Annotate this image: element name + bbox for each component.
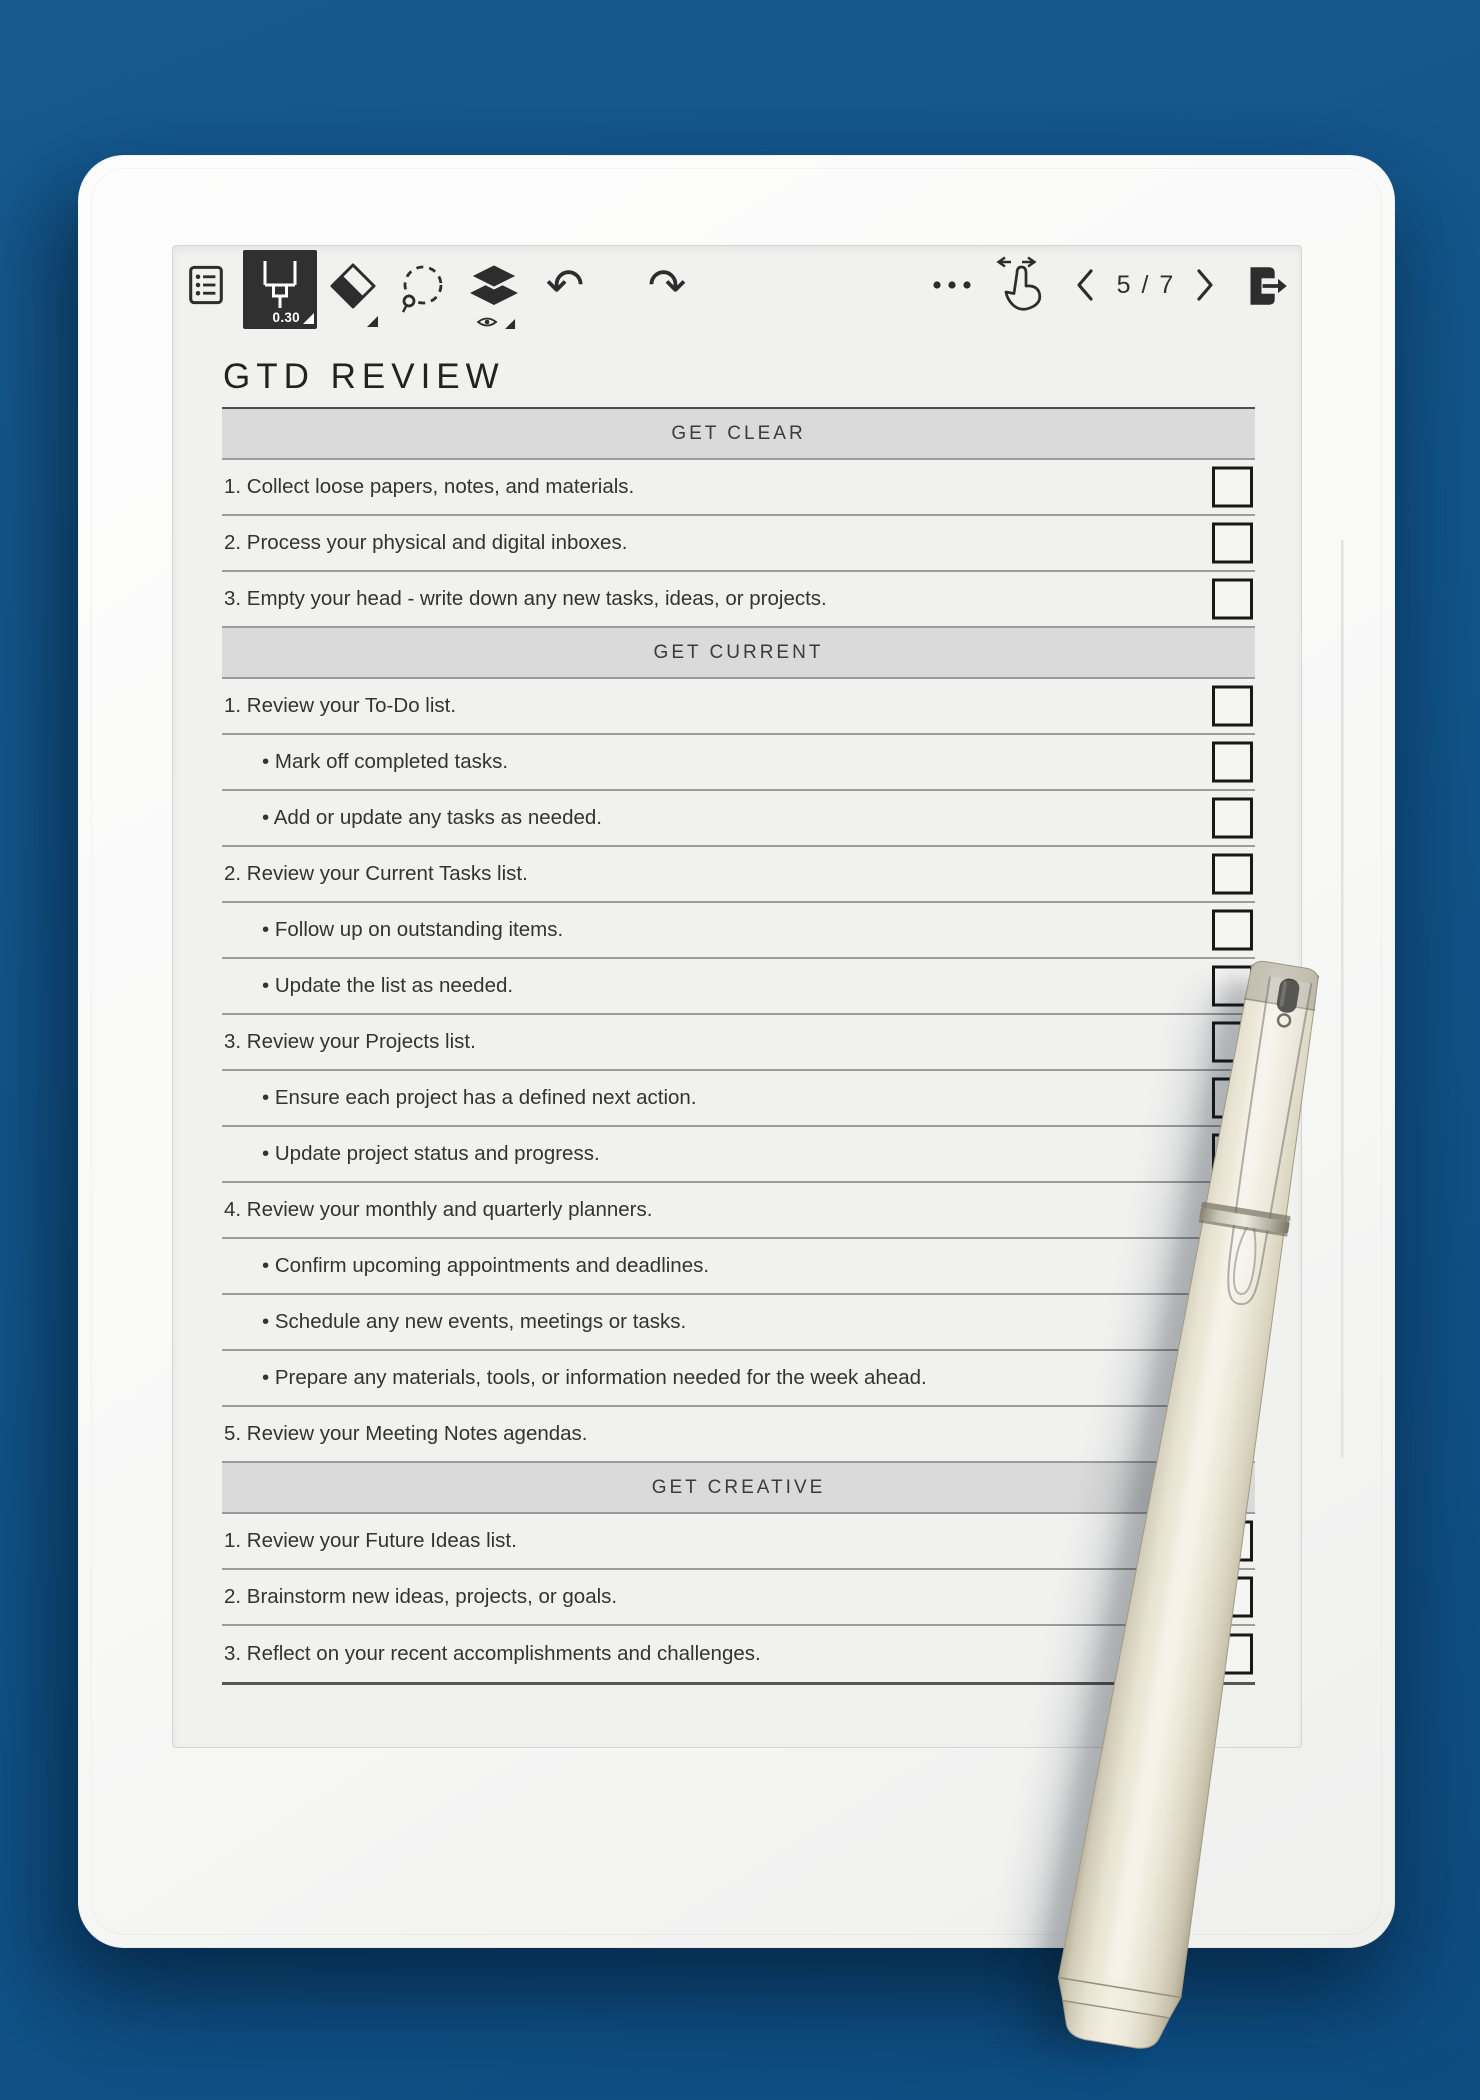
checklist-row bbox=[222, 1626, 1255, 1682]
checkbox[interactable] bbox=[1212, 1246, 1253, 1287]
checkbox[interactable] bbox=[1212, 742, 1253, 783]
layers-icon bbox=[466, 259, 522, 309]
checkbox[interactable] bbox=[1212, 1358, 1253, 1399]
checklist-item-label: 2. Brainstorm new ideas, projects, or goals. bbox=[224, 1585, 618, 1608]
section-header bbox=[222, 407, 1255, 460]
exit-notebook-button[interactable] bbox=[1240, 258, 1294, 314]
checklist-item-label: 4. Review your monthly and quarterly planners. bbox=[224, 1198, 653, 1221]
tablet-screen bbox=[172, 245, 1302, 1748]
checklist-table bbox=[222, 407, 1255, 1685]
section-header-label: GET CLEAR bbox=[671, 422, 806, 444]
lasso-select-icon bbox=[396, 261, 448, 313]
pen-options-triangle-icon bbox=[303, 313, 314, 324]
checklist-row bbox=[222, 572, 1255, 628]
checklist-row bbox=[222, 1407, 1255, 1463]
checklist-row bbox=[222, 791, 1255, 847]
eraser-icon bbox=[328, 261, 378, 311]
checklist-row bbox=[222, 460, 1255, 516]
checklist-item-label: • Ensure each project has a defined next action. bbox=[262, 1086, 697, 1109]
chevron-left-icon bbox=[1073, 265, 1097, 305]
checkbox[interactable] bbox=[1212, 910, 1253, 951]
checklist-row bbox=[222, 1071, 1255, 1127]
layers-options-triangle-icon bbox=[505, 319, 515, 329]
checkbox[interactable] bbox=[1212, 1022, 1253, 1063]
table-of-contents-icon bbox=[188, 265, 224, 305]
table-of-contents-button[interactable] bbox=[184, 261, 228, 309]
page-title: GTD REVIEW bbox=[223, 357, 505, 396]
checklist-item-label: • Add or update any tasks as needed. bbox=[262, 806, 602, 829]
checkbox[interactable] bbox=[1212, 579, 1253, 620]
checklist-row bbox=[222, 679, 1255, 735]
checklist-row bbox=[222, 959, 1255, 1015]
eraser-button[interactable] bbox=[320, 259, 386, 327]
redo-button[interactable] bbox=[640, 258, 694, 312]
checklist-row bbox=[222, 1570, 1255, 1626]
checklist-item-label: 2. Process your physical and digital inboxes. bbox=[224, 531, 628, 554]
pen-width-label: 0.30 bbox=[272, 310, 300, 325]
checklist-item-label: • Confirm upcoming appointments and deadlines. bbox=[262, 1254, 710, 1277]
next-page-button[interactable] bbox=[1190, 263, 1220, 307]
checklist-row bbox=[222, 1351, 1255, 1407]
checklist-row bbox=[222, 1514, 1255, 1570]
checklist-row bbox=[222, 847, 1255, 903]
checklist-row bbox=[222, 1239, 1255, 1295]
checkbox[interactable] bbox=[1212, 966, 1253, 1007]
eraser-options-triangle-icon bbox=[367, 316, 378, 327]
checkbox[interactable] bbox=[1212, 1078, 1253, 1119]
checklist-item-label: 1. Review your Future Ideas list. bbox=[224, 1529, 517, 1552]
pen-tool-button[interactable] bbox=[243, 250, 317, 329]
toolbar bbox=[172, 245, 1302, 337]
more-options-button[interactable] bbox=[928, 261, 976, 309]
section-header bbox=[222, 1461, 1255, 1514]
checkbox[interactable] bbox=[1212, 1190, 1253, 1231]
section-header-label: GET CREATIVE bbox=[651, 1476, 826, 1498]
undo-icon: ↶ bbox=[545, 258, 585, 312]
touch-gesture-button[interactable] bbox=[992, 253, 1050, 319]
checklist-item-label: 3. Review your Projects list. bbox=[224, 1030, 476, 1053]
checkbox[interactable] bbox=[1212, 686, 1253, 727]
exit-icon bbox=[1245, 264, 1289, 308]
checklist-item-label: • Update project status and progress. bbox=[262, 1142, 600, 1165]
eink-tablet bbox=[78, 155, 1395, 1948]
checklist-row bbox=[222, 735, 1255, 791]
checklist-item-label: • Update the list as needed. bbox=[262, 974, 514, 997]
lasso-select-button[interactable] bbox=[396, 261, 448, 313]
section-header bbox=[222, 626, 1255, 679]
bezel-groove bbox=[1341, 540, 1344, 1458]
checklist-item-label: 3. Empty your head - write down any new tasks, ideas, or projects. bbox=[224, 587, 827, 610]
page-indicator: 5 / 7 bbox=[1116, 270, 1176, 299]
layer-visibility-eye-icon bbox=[476, 315, 498, 329]
chevron-right-icon bbox=[1193, 265, 1217, 305]
checklist-row bbox=[222, 903, 1255, 959]
checklist-item-label: 1. Collect loose papers, notes, and materials. bbox=[224, 475, 635, 498]
pen-tool-icon bbox=[256, 257, 304, 309]
redo-icon: ↷ bbox=[647, 258, 687, 312]
checkbox[interactable] bbox=[1212, 1134, 1253, 1175]
checklist-item-label: • Mark off completed tasks. bbox=[262, 750, 509, 773]
checklist-item-label: 3. Reflect on your recent accomplishments and challenges. bbox=[224, 1642, 761, 1665]
checklist-row bbox=[222, 1183, 1255, 1239]
checkbox[interactable] bbox=[1212, 523, 1253, 564]
checkbox[interactable] bbox=[1212, 1302, 1253, 1343]
checklist-item-label: • Prepare any materials, tools, or information needed for the week ahead. bbox=[262, 1366, 927, 1389]
checklist-row bbox=[222, 1295, 1255, 1351]
checkbox[interactable] bbox=[1212, 1634, 1253, 1675]
checklist-row bbox=[222, 1127, 1255, 1183]
checkbox[interactable] bbox=[1212, 467, 1253, 508]
checklist-item-label: • Follow up on outstanding items. bbox=[262, 918, 564, 941]
more-options-icon bbox=[929, 278, 975, 292]
touch-gesture-icon bbox=[992, 253, 1050, 319]
checkbox[interactable] bbox=[1212, 1414, 1253, 1455]
checkbox[interactable] bbox=[1212, 798, 1253, 839]
section-header-label: GET CURRENT bbox=[653, 641, 824, 663]
prev-page-button[interactable] bbox=[1070, 263, 1100, 307]
layers-button[interactable] bbox=[460, 259, 528, 329]
undo-button[interactable] bbox=[538, 258, 592, 312]
checklist-item-label: 2. Review your Current Tasks list. bbox=[224, 862, 528, 885]
checkbox[interactable] bbox=[1212, 1577, 1253, 1618]
checklist-row bbox=[222, 516, 1255, 572]
checklist-item-label: 1. Review your To-Do list. bbox=[224, 694, 457, 717]
checkbox[interactable] bbox=[1212, 854, 1253, 895]
checklist-item-label: 5. Review your Meeting Notes agendas. bbox=[224, 1422, 588, 1445]
checklist-row bbox=[222, 1015, 1255, 1071]
checkbox[interactable] bbox=[1212, 1521, 1253, 1562]
checklist-item-label: • Schedule any new events, meetings or tasks. bbox=[262, 1310, 687, 1333]
